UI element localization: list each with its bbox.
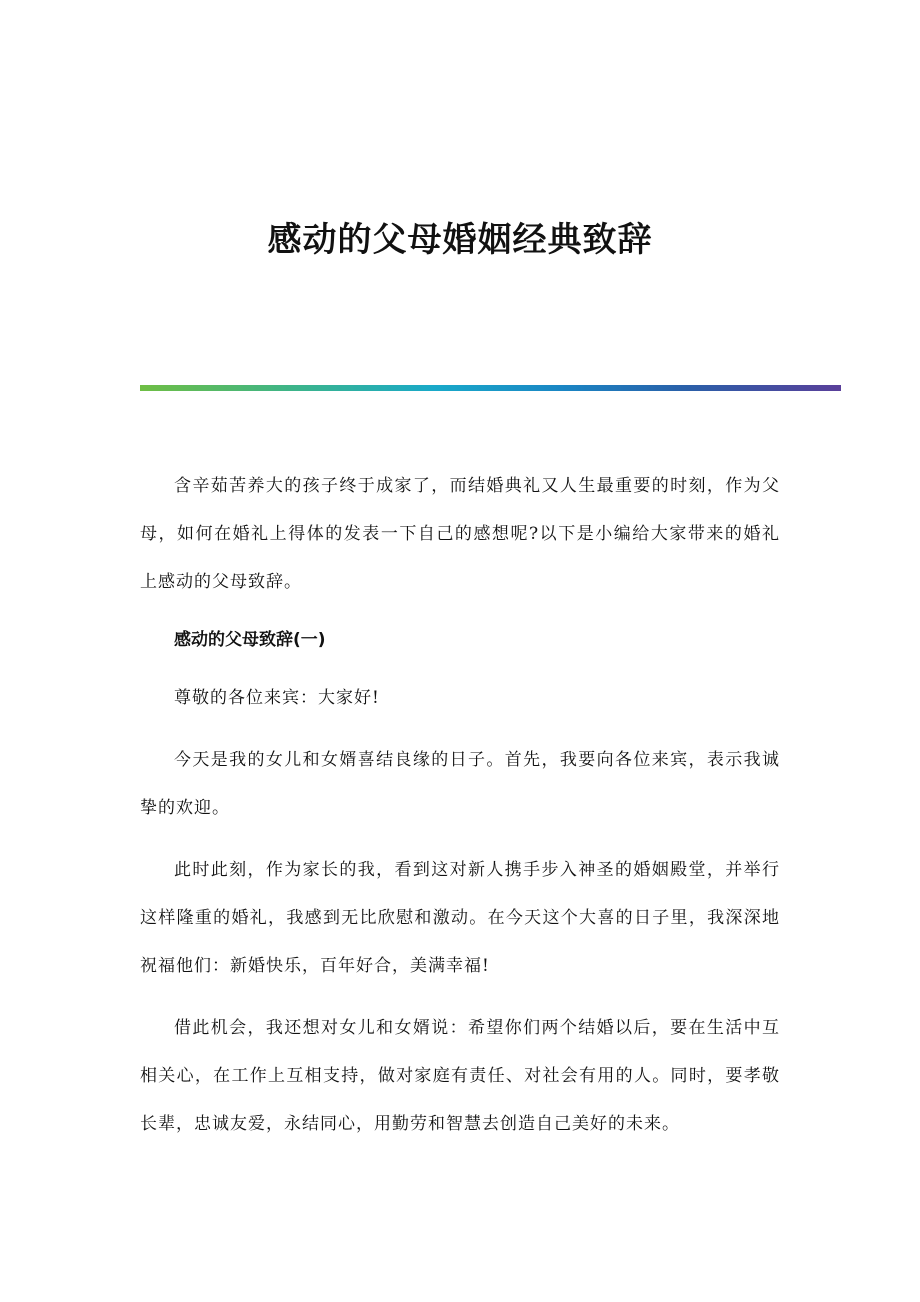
welcome-paragraph: 今天是我的女儿和女婿喜结良缘的日子。首先，我要向各位来宾，表示我诚挚的欢迎。 [140,750,780,818]
section-heading: 感动的父母致辞(一) [174,630,326,650]
title-divider [140,385,841,391]
greeting-paragraph: 尊敬的各位来宾：大家好! [174,688,380,708]
blessing-paragraph: 此时此刻，作为家长的我，看到这对新人携手步入神圣的婚姻殿堂，并举行这样隆重的婚礼，我感到无比欣慰和激动。在今天这个大喜的日子里，我深深地祝福他们：新婚快乐，百年好合，美满幸福! [140,860,780,976]
page-title: 感动的父母婚姻经典致辞 [267,220,653,260]
document-body [140,462,780,1162]
intro-paragraph: 含辛茹苦养大的孩子终于成家了，而结婚典礼又人生最重要的时刻，作为父母，如何在婚礼上得体的发表一下自己的感想呢?以下是小编给大家带来的婚礼上感动的父母致辞。 [140,476,780,592]
advice-paragraph: 借此机会，我还想对女儿和女婿说：希望你们两个结婚以后，要在生活中互相关心，在工作上互相支持，做对家庭有责任、对社会有用的人。同时，要孝敬长辈，忠诚友爱，永结同心，用勤劳和智慧去创造自己美好的未来。 [140,1018,780,1134]
